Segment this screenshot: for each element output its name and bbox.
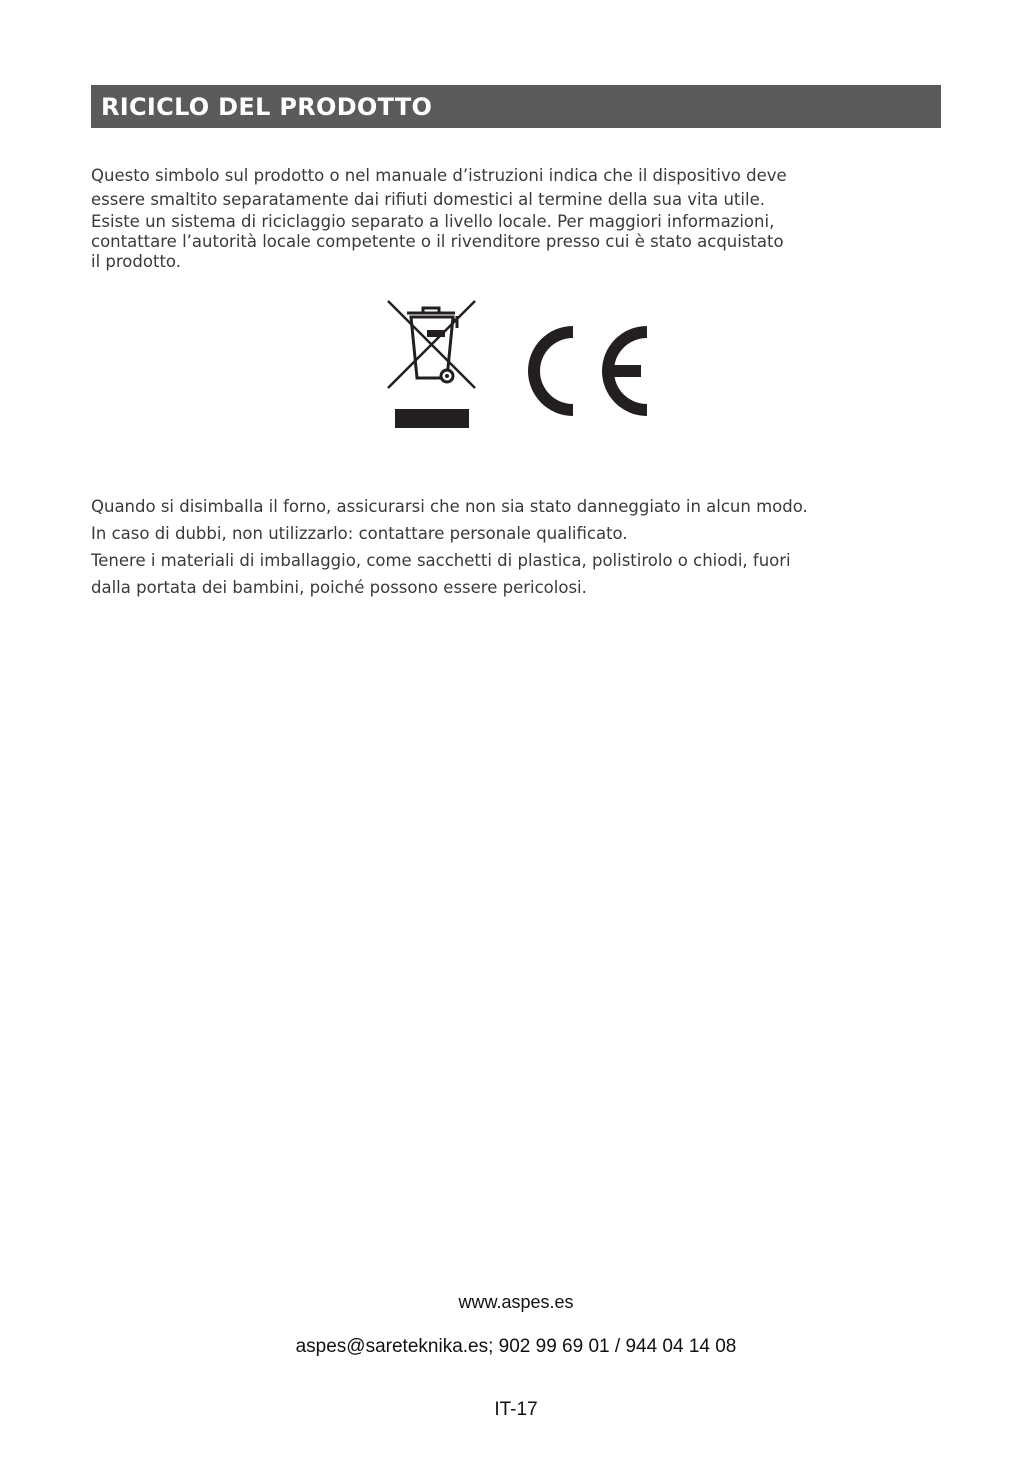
paragraph-line: Tenere i materiali di imballaggio, come sacchetti di plastica, polistirolo o chiodi, fuori (91, 551, 791, 570)
crossed-out-wheelie-bin-icon (385, 298, 479, 430)
ce-mark-icon (525, 326, 653, 416)
compliance-symbols (385, 298, 665, 433)
section-title: RICICLO DEL PRODOTTO (101, 92, 433, 121)
paragraph-line: Quando si disimballa il forno, assicurarsi che non sia stato danneggiato in alcun modo. (91, 497, 808, 516)
paragraph-line: contattare l’autorità locale competente o il rivenditore presso cui è stato acquistato (91, 232, 784, 251)
footer-contact: aspes@sareteknika.es; 902 99 69 01 / 944 04 14 08 (295, 1336, 737, 1357)
paragraph-line: dalla portata dei bambini, poiché possono essere pericolosi. (91, 578, 587, 597)
page-number: IT-17 (494, 1399, 538, 1420)
recycling-paragraph (91, 164, 951, 272)
paragraph-line: essere smaltito separatamente dai rifiuti domestici al termine della sua vita utile. (91, 190, 765, 209)
unpacking-paragraph (91, 493, 951, 601)
paragraph-line: il prodotto. (91, 252, 181, 271)
paragraph-line: Esiste un sistema di riciclaggio separato a livello locale. Per maggiori informazioni, (91, 212, 775, 231)
paragraph-line: In caso di dubbi, non utilizzarlo: contattare personale qualificato. (91, 524, 628, 543)
footer-website: www.aspes.es (458, 1292, 574, 1312)
section-header (91, 85, 941, 128)
paragraph-line: Questo simbolo sul prodotto o nel manuale d’istruzioni indica che il dispositivo deve (91, 166, 787, 185)
